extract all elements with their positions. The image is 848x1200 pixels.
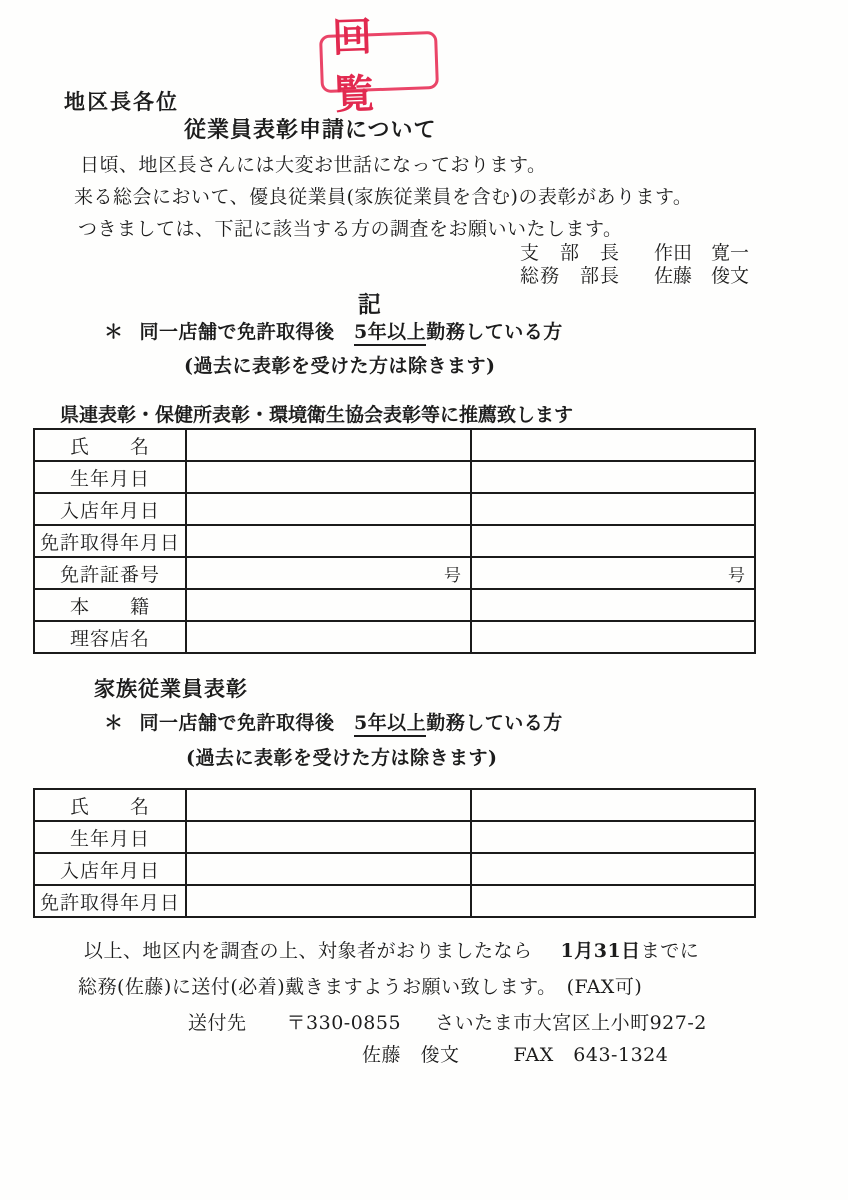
contact-line bbox=[362, 1040, 668, 1067]
signature-block bbox=[520, 242, 749, 288]
exclusion-note-family: (過去に表彰を受けた方は除きます) bbox=[186, 747, 498, 769]
employee-commendation-table bbox=[33, 428, 756, 654]
row-label-store-entry-date: 入店年月日 bbox=[34, 853, 186, 885]
row-label-license-number: 免許証番号 bbox=[34, 557, 186, 589]
blank-cell bbox=[186, 525, 471, 557]
intro-line-2: 来る総会において、優良従業員(家族従業員を含む)の表彰があります。 bbox=[74, 186, 693, 208]
blank-cell bbox=[471, 525, 755, 557]
blank-cell bbox=[186, 885, 471, 917]
row-label-license-date: 免許取得年月日 bbox=[34, 885, 186, 917]
table-row bbox=[34, 493, 755, 525]
fax-number: FAX 643-1324 bbox=[513, 1044, 669, 1066]
bullet-prefix: 同一店舗で免許取得後 bbox=[139, 712, 355, 734]
blank-cell bbox=[471, 493, 755, 525]
blank-cell bbox=[471, 885, 755, 917]
blank-cell bbox=[471, 461, 755, 493]
row-label-registered-domicile: 本 籍 bbox=[34, 589, 186, 621]
row-label-store-entry-date: 入店年月日 bbox=[34, 493, 186, 525]
bullet-suffix: 勤務している方 bbox=[426, 712, 563, 734]
underlined-term: 5年以上 bbox=[354, 712, 426, 737]
blank-cell bbox=[186, 821, 471, 853]
signer-name: 佐藤 俊文 bbox=[654, 265, 750, 287]
signer-general-affairs-chief bbox=[520, 265, 749, 288]
license-number-suffix-cell: 号 bbox=[471, 557, 755, 589]
blank-cell bbox=[471, 429, 755, 461]
send-to-label: 送付先 bbox=[188, 1012, 247, 1034]
blank-cell bbox=[471, 821, 755, 853]
ki-heading: 記 bbox=[358, 291, 381, 318]
table-row bbox=[34, 429, 755, 461]
blank-cell bbox=[471, 853, 755, 885]
employee-table-caption: 県連表彰・保健所表彰・環境衛生協会表彰等に推薦致します bbox=[60, 404, 574, 426]
bullet-text bbox=[140, 708, 563, 735]
postal-code: 〒330-0855 bbox=[286, 1012, 402, 1034]
blank-cell bbox=[471, 589, 755, 621]
blank-cell bbox=[186, 621, 471, 653]
closing-line-2: 総務(佐藤)に送付(必着)戴きますようお願い致します。 (FAX可) bbox=[78, 976, 643, 998]
family-section-heading: 家族従業員表彰 bbox=[94, 676, 248, 701]
row-label-name: 氏 名 bbox=[34, 429, 186, 461]
row-label-birthdate: 生年月日 bbox=[34, 461, 186, 493]
street-address: さいたま市大宮区上小町927-2 bbox=[435, 1012, 707, 1034]
table-row bbox=[34, 557, 755, 589]
bullet-marker: ＊ bbox=[104, 321, 124, 343]
intro-line-3: つきましては、下記に該当する方の調査をお願いいたします。 bbox=[78, 218, 623, 240]
stamp-label: 回覧 bbox=[331, 12, 387, 119]
table-row bbox=[34, 621, 755, 653]
blank-cell bbox=[186, 853, 471, 885]
blank-cell bbox=[471, 789, 755, 821]
contact-name: 佐藤 俊文 bbox=[362, 1044, 460, 1066]
table-row bbox=[34, 525, 755, 557]
eligibility-bullet-employee bbox=[104, 317, 563, 344]
closing-line-1 bbox=[84, 936, 699, 963]
table-row bbox=[34, 589, 755, 621]
eligibility-bullet-family bbox=[104, 708, 563, 735]
table-row bbox=[34, 789, 755, 821]
blank-cell bbox=[186, 429, 471, 461]
closing-suffix: までに bbox=[640, 940, 700, 962]
bullet-marker: ＊ bbox=[104, 712, 124, 734]
signer-title: 総務 部長 bbox=[520, 265, 621, 287]
table-row bbox=[34, 821, 755, 853]
underlined-term: 5年以上 bbox=[354, 321, 426, 346]
table-row bbox=[34, 461, 755, 493]
row-label-birthdate: 生年月日 bbox=[34, 821, 186, 853]
bullet-prefix: 同一店舗で免許取得後 bbox=[139, 321, 355, 343]
addressee: 地区長各位 bbox=[64, 89, 179, 114]
signer-title: 支 部 長 bbox=[520, 242, 621, 264]
blank-cell bbox=[186, 493, 471, 525]
signer-branch-chief bbox=[520, 242, 749, 265]
table-row bbox=[34, 853, 755, 885]
send-to-line bbox=[188, 1008, 707, 1035]
row-label-barbershop-name: 理容店名 bbox=[34, 621, 186, 653]
family-employee-table bbox=[33, 788, 756, 918]
row-label-license-date: 免許取得年月日 bbox=[34, 525, 186, 557]
row-label-name: 氏 名 bbox=[34, 789, 186, 821]
exclusion-note-employee: (過去に表彰を受けた方は除きます) bbox=[184, 355, 496, 377]
signer-name: 作田 寛一 bbox=[654, 242, 750, 264]
intro-line-1: 日頃、地区長さんには大変お世話になっております。 bbox=[80, 154, 547, 176]
bullet-text bbox=[140, 317, 563, 344]
blank-cell bbox=[186, 589, 471, 621]
blank-cell bbox=[471, 621, 755, 653]
license-number-suffix-cell: 号 bbox=[186, 557, 471, 589]
closing-prefix: 以上、地区内を調査の上、対象者がおりましたなら bbox=[84, 940, 533, 962]
document-title: 従業員表彰申請について bbox=[184, 117, 437, 143]
blank-cell bbox=[186, 461, 471, 493]
deadline-date: 1月31日 bbox=[560, 940, 641, 962]
bullet-suffix: 勤務している方 bbox=[426, 321, 563, 343]
table-row bbox=[34, 885, 755, 917]
blank-cell bbox=[186, 789, 471, 821]
kairan-circulation-stamp bbox=[319, 12, 439, 119]
